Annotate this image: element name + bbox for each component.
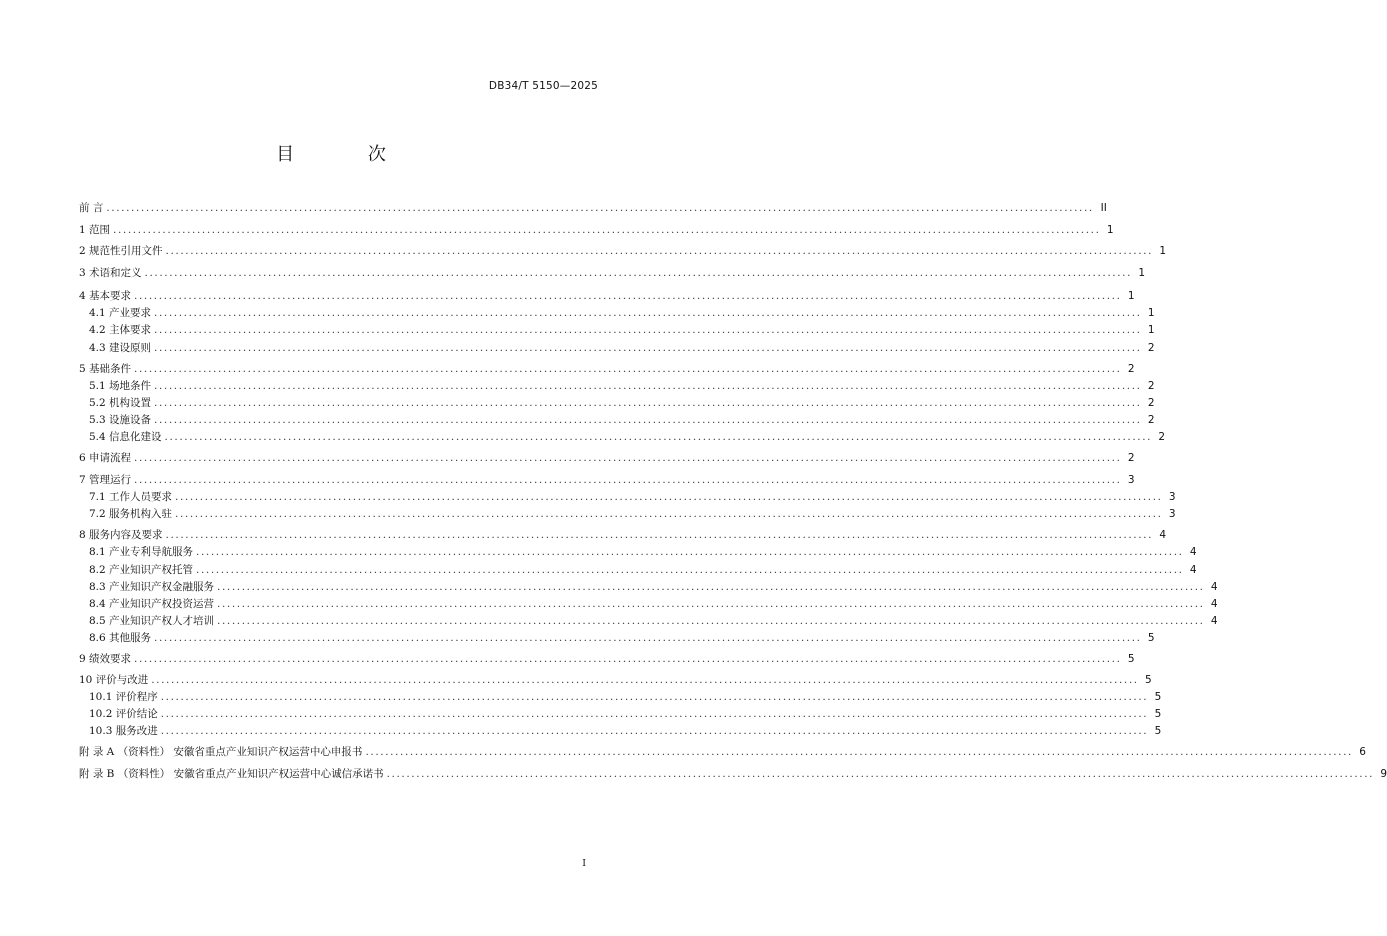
toc-leader-dots: ........................................................................................................................................................................................................ <box>160 725 1149 737</box>
toc-entry-label: 8 服务内容及要求 <box>79 529 163 541</box>
toc-entry-label: 8.2 产业知识产权托管 <box>89 564 194 576</box>
toc-leader-dots: ........................................................................................................................................................................................................ <box>365 746 1353 758</box>
toc-entry-page: 4 <box>1159 529 1167 541</box>
toc-entry[interactable] <box>79 672 1152 688</box>
toc-leader-dots: ........................................................................................................................................................................................................ <box>154 632 1142 644</box>
toc-entry-label: 8.1 产业专利导航服务 <box>89 546 194 558</box>
toc-entry-page: 5 <box>1154 691 1162 703</box>
toc-entry-label: 5.4 信息化建设 <box>89 431 162 443</box>
toc-entry-label: 8.6 其他服务 <box>89 632 152 644</box>
toc-leader-dots: ........................................................................................................................................................................................................ <box>154 380 1142 392</box>
toc-entry[interactable] <box>79 706 1162 722</box>
toc-entry-page: 2 <box>1147 414 1155 426</box>
toc-entry-label: 4.2 主体要求 <box>89 324 152 336</box>
toc-leader-dots: ........................................................................................................................................................................................................ <box>154 414 1142 426</box>
toc-leader-dots: ........................................................................................................................................................................................................ <box>160 708 1149 720</box>
toc-leader-dots: ........................................................................................................................................................................................................ <box>134 363 1122 375</box>
toc-entry[interactable] <box>79 527 1167 543</box>
toc-entry-page: 2 <box>1147 380 1155 392</box>
toc-leader-dots: ........................................................................................................................................................................................................ <box>144 267 1133 279</box>
toc-entry[interactable] <box>79 378 1155 394</box>
toc-entry[interactable] <box>79 613 1218 629</box>
toc-leader-dots: ........................................................................................................................................................................................................ <box>175 491 1163 503</box>
toc-leader-dots: ........................................................................................................................................................................................................ <box>134 474 1122 486</box>
toc-entry-label: 6 申请流程 <box>79 452 132 464</box>
toc-leader-dots: ........................................................................................................................................................................................................ <box>217 581 1205 593</box>
toc-leader-dots: ........................................................................................................................................................................................................ <box>386 768 1375 780</box>
toc-leader-dots: ........................................................................................................................................................................................................ <box>164 431 1153 443</box>
toc-entry-label: 5.1 场地条件 <box>89 380 152 392</box>
toc-entry[interactable] <box>79 222 1114 238</box>
toc-entry-page: 3 <box>1127 474 1135 486</box>
toc-leader-dots: ........................................................................................................................................................................................................ <box>175 508 1163 520</box>
toc-entry-label: 7.2 服务机构入驻 <box>89 508 173 520</box>
toc-entry-label: 10 评价与改进 <box>79 674 149 686</box>
page-number: I <box>582 858 586 869</box>
toc-leader-dots: ........................................................................................................................................................................................................ <box>106 202 1094 214</box>
toc-entry[interactable] <box>79 489 1176 505</box>
toc-leader-dots: ........................................................................................................................................................................................................ <box>160 691 1149 703</box>
toc-entry[interactable] <box>79 305 1155 321</box>
toc-entry-label: 5.3 设施设备 <box>89 414 152 426</box>
toc-entry[interactable] <box>79 243 1167 259</box>
toc-leader-dots: ........................................................................................................................................................................................................ <box>154 397 1142 409</box>
toc-entry[interactable] <box>79 288 1135 304</box>
toc-entry[interactable] <box>79 689 1162 705</box>
toc-entry-page: 1 <box>1127 290 1135 302</box>
toc-entry-page: 1 <box>1106 224 1114 236</box>
toc-entry-page: 4 <box>1210 598 1218 610</box>
toc-entry[interactable] <box>79 472 1135 488</box>
toc-entry-page: 2 <box>1127 363 1135 375</box>
toc-leader-dots: ........................................................................................................................................................................................................ <box>151 674 1139 686</box>
toc-entry-label: 9 绩效要求 <box>79 653 132 665</box>
toc-entry-page: 5 <box>1127 653 1135 665</box>
toc-entry[interactable] <box>79 361 1135 377</box>
toc-entry[interactable] <box>79 630 1155 646</box>
toc-entry-page: 2 <box>1147 342 1155 354</box>
toc-entry-label: 前 言 <box>79 202 104 214</box>
toc-entry-page: 1 <box>1147 324 1155 336</box>
toc-entry-label: 10.1 评价程序 <box>89 691 158 703</box>
toc-entry-page: 4 <box>1189 564 1197 576</box>
toc-leader-dots: ........................................................................................................................................................................................................ <box>113 224 1101 236</box>
toc-entry[interactable] <box>79 429 1166 445</box>
toc-entry[interactable] <box>79 579 1218 595</box>
document-code: DB34/T 5150—2025 <box>488 80 598 92</box>
toc-leader-dots: ........................................................................................................................................................................................................ <box>165 529 1154 541</box>
toc-leader-dots: ........................................................................................................................................................................................................ <box>217 615 1205 627</box>
toc-entry[interactable] <box>79 265 1146 281</box>
toc-entry-page: 5 <box>1154 725 1162 737</box>
toc-entry-label: 10.2 评价结论 <box>89 708 158 720</box>
toc-entry[interactable] <box>79 562 1197 578</box>
toc-entry-page: 4 <box>1210 615 1218 627</box>
toc-entry-page: 2 <box>1158 431 1166 443</box>
toc-entry-label: 4 基本要求 <box>79 290 132 302</box>
toc-entry-label: 8.3 产业知识产权金融服务 <box>89 581 215 593</box>
toc-entry[interactable] <box>79 200 1107 216</box>
toc-entry-label: 2 规范性引用文件 <box>79 245 163 257</box>
toc-entry-label: 7 管理运行 <box>79 474 132 486</box>
toc-entry-page: 4 <box>1210 581 1218 593</box>
toc-entry-page: II <box>1100 202 1107 214</box>
toc-entry[interactable] <box>79 340 1155 356</box>
toc-entry-label: 8.5 产业知识产权人才培训 <box>89 615 215 627</box>
toc-leader-dots: ........................................................................................................................................................................................................ <box>134 653 1122 665</box>
toc-entry-label: 8.4 产业知识产权投资运营 <box>89 598 215 610</box>
toc-entry-page: 3 <box>1168 508 1176 520</box>
toc-leader-dots: ........................................................................................................................................................................................................ <box>154 342 1142 354</box>
toc-entry-page: 2 <box>1127 452 1135 464</box>
toc-entry[interactable] <box>79 544 1197 560</box>
toc-entry-label: 10.3 服务改进 <box>89 725 158 737</box>
toc-entry-page: 3 <box>1168 491 1176 503</box>
toc-entry-label: 3 术语和定义 <box>79 267 142 279</box>
toc-title: 目 次 <box>276 144 420 165</box>
toc-entry-page: 5 <box>1154 708 1162 720</box>
toc-entry[interactable] <box>79 651 1135 667</box>
toc-entry[interactable] <box>79 450 1135 466</box>
toc-entry-page: 1 <box>1138 267 1146 279</box>
toc-leader-dots: ........................................................................................................................................................................................................ <box>217 598 1205 610</box>
toc-entry-page: 2 <box>1147 397 1155 409</box>
toc-entry-page: 9 <box>1380 768 1387 780</box>
toc-entry[interactable] <box>79 744 1366 760</box>
toc-leader-dots: ........................................................................................................................................................................................................ <box>196 564 1184 576</box>
toc-entry[interactable] <box>79 506 1176 522</box>
toc-entry-label: 5 基础条件 <box>79 363 132 375</box>
toc-entry-label: 附 录 B （资料性） 安徽省重点产业知识产权运营中心诚信承诺书 <box>79 768 384 780</box>
toc-leader-dots: ........................................................................................................................................................................................................ <box>134 290 1122 302</box>
toc-entry-label: 4.1 产业要求 <box>89 307 152 319</box>
toc-entry-label: 7.1 工作人员要求 <box>89 491 173 503</box>
toc-entry[interactable] <box>79 766 1387 782</box>
toc-leader-dots: ........................................................................................................................................................................................................ <box>154 307 1142 319</box>
toc-entry-label: 附 录 A （资料性） 安徽省重点产业知识产权运营中心申报书 <box>79 746 363 758</box>
toc-entry[interactable] <box>79 596 1218 612</box>
toc-leader-dots: ........................................................................................................................................................................................................ <box>154 324 1142 336</box>
toc-entry-page: 4 <box>1189 546 1197 558</box>
toc-entry[interactable] <box>79 322 1155 338</box>
toc-entry[interactable] <box>79 395 1155 411</box>
toc-entry-page: 5 <box>1145 674 1152 686</box>
toc-leader-dots: ........................................................................................................................................................................................................ <box>165 245 1154 257</box>
toc-entry-page: 6 <box>1359 746 1366 758</box>
toc-leader-dots: ........................................................................................................................................................................................................ <box>134 452 1122 464</box>
toc-entry-page: 5 <box>1147 632 1155 644</box>
toc-leader-dots: ........................................................................................................................................................................................................ <box>196 546 1184 558</box>
toc-entry-label: 4.3 建设原则 <box>89 342 152 354</box>
toc-entry-page: 1 <box>1147 307 1155 319</box>
toc-entry-label: 5.2 机构设置 <box>89 397 152 409</box>
toc-entry-label: 1 范围 <box>79 224 111 236</box>
toc-entry[interactable] <box>79 412 1155 428</box>
toc-entry-page: 1 <box>1159 245 1167 257</box>
toc-entry[interactable] <box>79 723 1162 739</box>
